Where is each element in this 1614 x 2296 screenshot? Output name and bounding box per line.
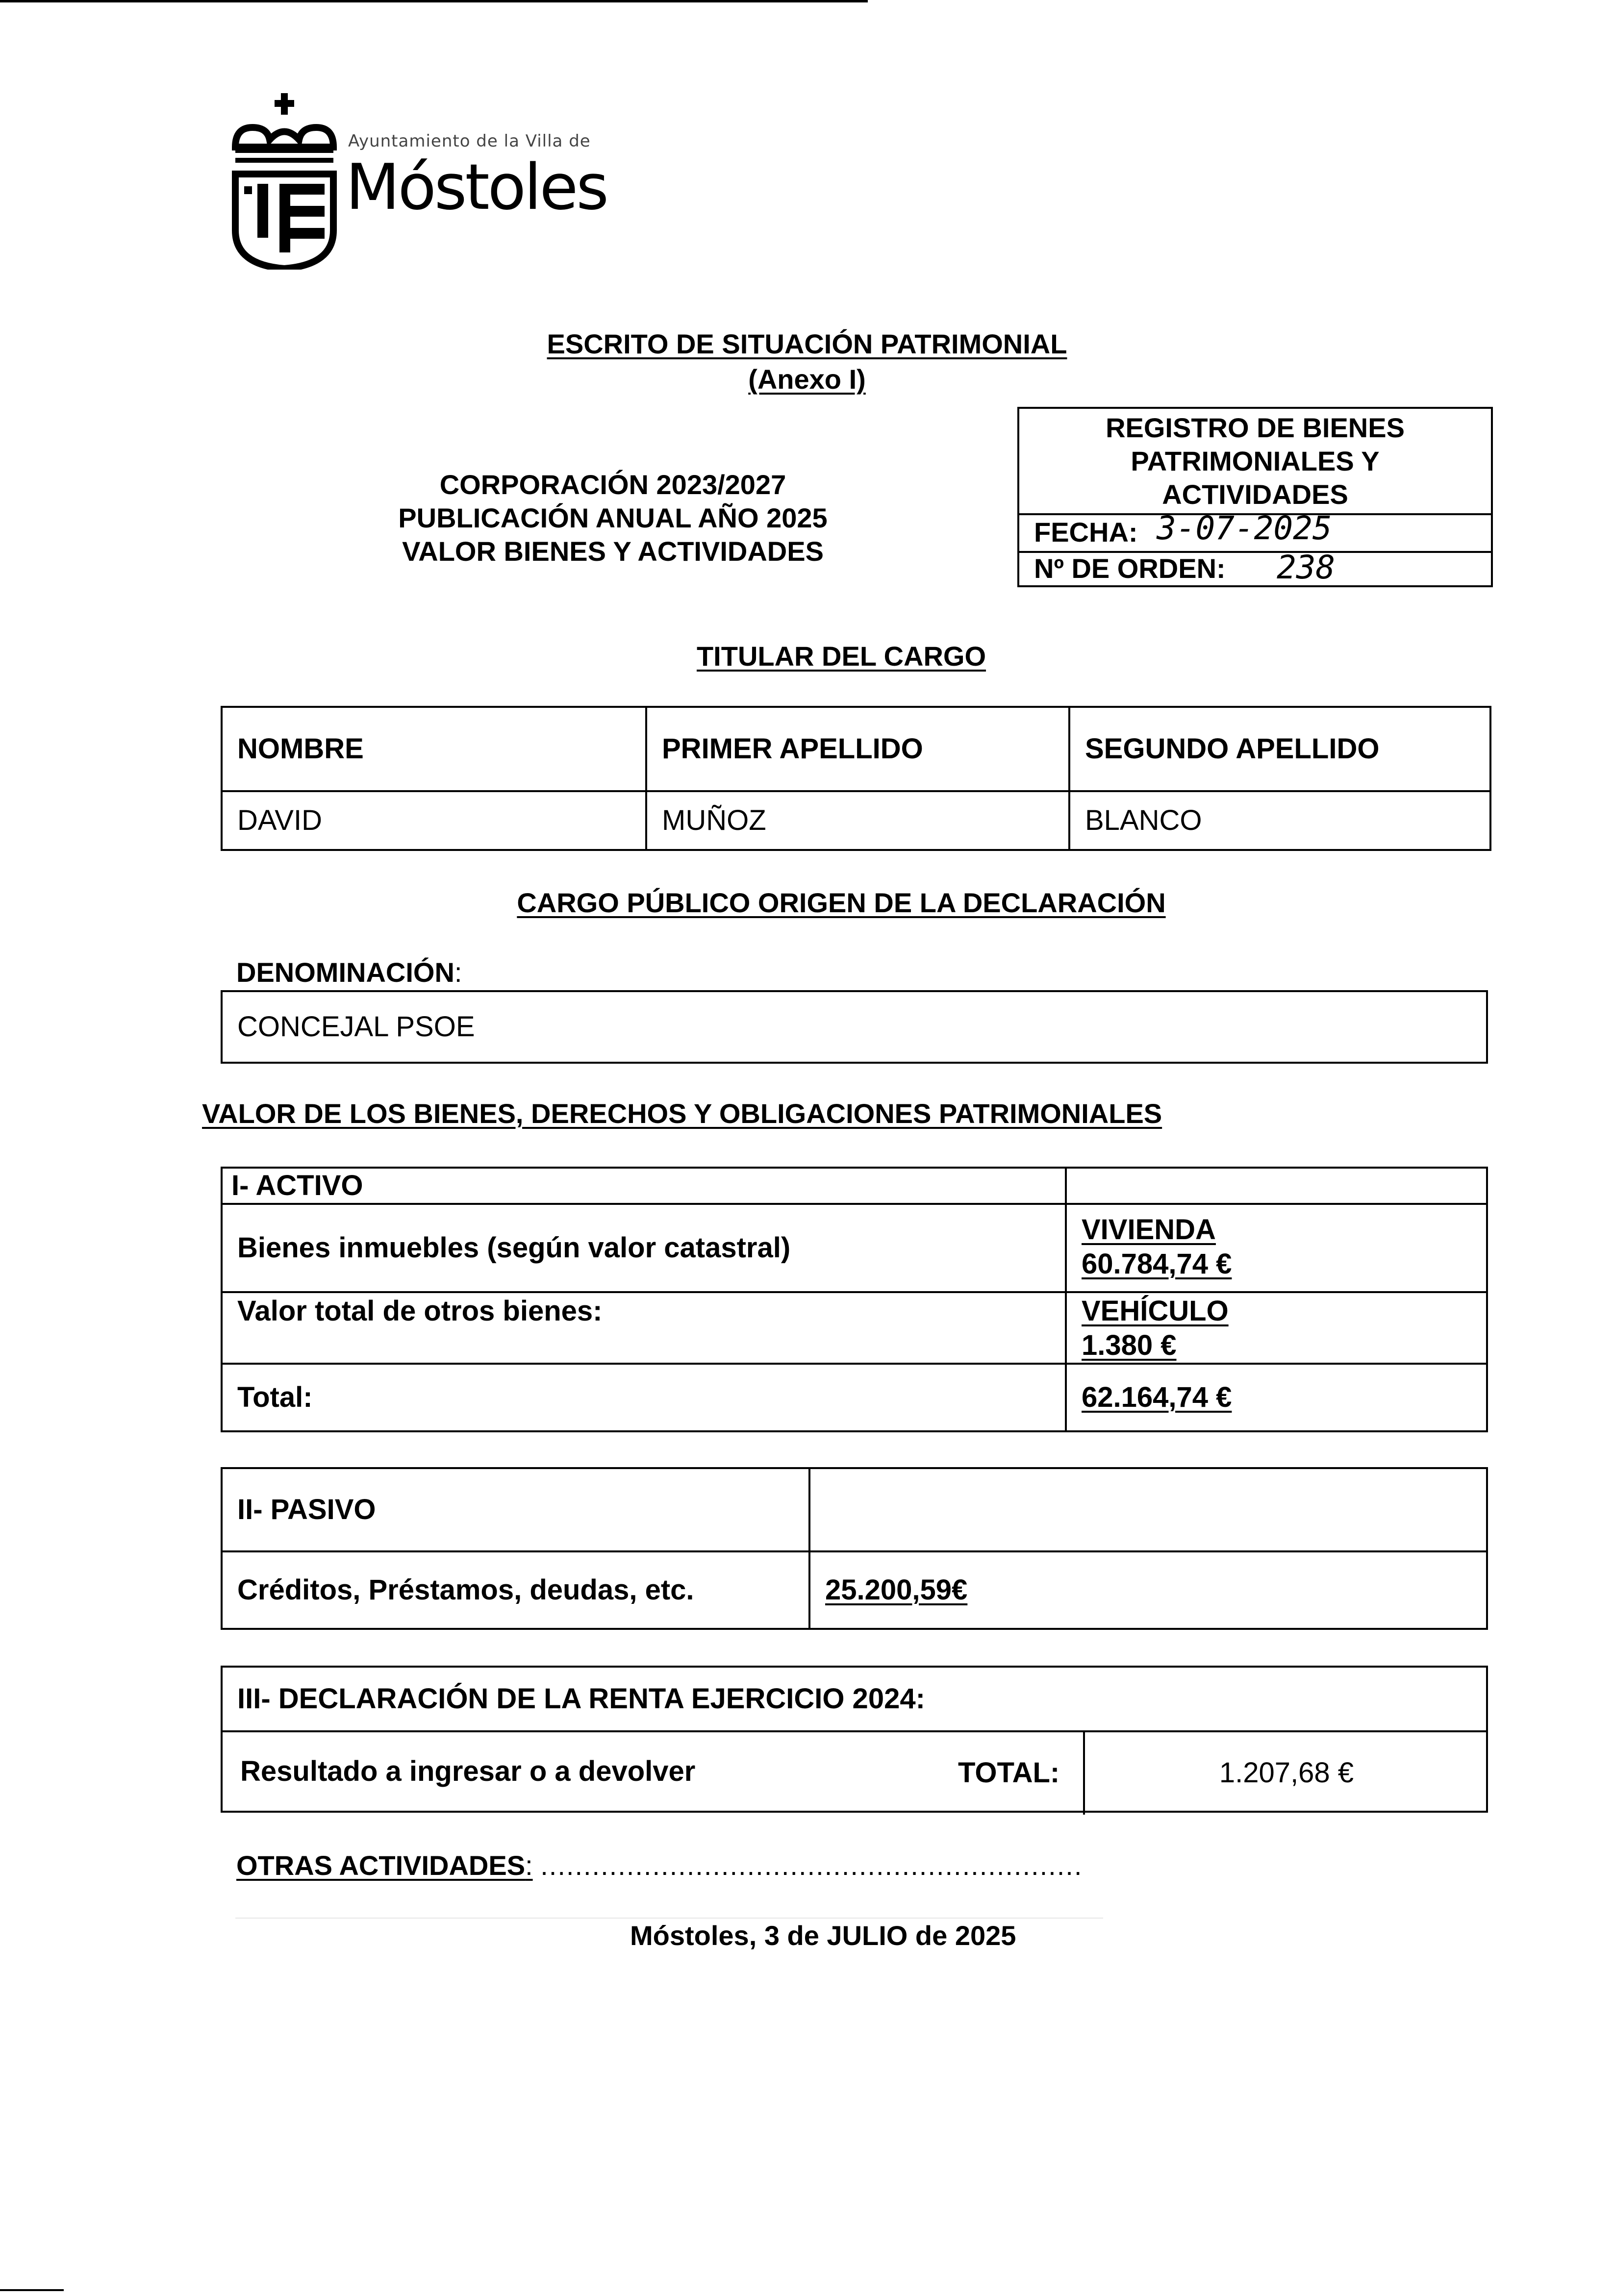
bienes-inmuebles-value (1082, 1213, 1232, 1281)
vivienda-label: VIVIENDA (1082, 1214, 1216, 1246)
otras-actividades (236, 1849, 1083, 1882)
renta-header: III- DECLARACIÓN DE LA RENTA EJERCICIO 2024: (237, 1683, 925, 1715)
document-subtitle (0, 363, 1614, 396)
corporacion-line-2: PUBLICACIÓN ANUAL AÑO 2025 (398, 502, 828, 533)
titular-heading (0, 640, 1614, 673)
title-line-2: (Anexo I) (748, 364, 866, 395)
denominacion-box (221, 990, 1488, 1064)
denominacion-value: CONCEJAL PSOE (237, 1011, 475, 1043)
otros-bienes-label: Valor total de otros bienes: (237, 1295, 603, 1327)
place-date: Móstoles, 3 de JULIO de 2025 (630, 1920, 1016, 1951)
otros-bienes-value (1082, 1294, 1229, 1363)
renta-total-label: TOTAL: (958, 1757, 1060, 1789)
pasivo-table (221, 1467, 1488, 1630)
pasivo-row-label: Créditos, Préstamos, deudas, etc. (237, 1574, 694, 1606)
otras-label (236, 1850, 533, 1881)
header-nombre: NOMBRE (237, 733, 364, 765)
bienes-inmuebles-label: Bienes inmuebles (según valor catastral) (237, 1232, 791, 1264)
title-line-1: ESCRITO DE SITUACIÓN PATRIMONIAL (547, 328, 1067, 359)
logo-subtitle: Ayuntamiento de la Villa de (348, 131, 591, 151)
otras-label-text: OTRAS ACTIVIDADES (236, 1850, 526, 1881)
denominacion-label (236, 956, 462, 989)
registro-box (1017, 407, 1493, 587)
pasivo-amount: 25.200,59€ (825, 1574, 968, 1606)
registro-title (1019, 411, 1491, 511)
corporacion-line-1: CORPORACIÓN 2023/2027 (439, 469, 786, 500)
coat-of-arms-icon (230, 93, 338, 270)
pasivo-row-value (810, 1552, 1487, 1628)
corporacion-line-3: VALOR BIENES Y ACTIVIDADES (402, 536, 824, 567)
scan-top-line (0, 0, 868, 2)
corporacion-block (343, 468, 883, 568)
value-primer-apellido: MUÑOZ (662, 804, 766, 836)
activo-total-value (1067, 1365, 1488, 1430)
renta-row-label: Resultado a ingresar o a devolver (240, 1755, 696, 1787)
vehiculo-label: VEHÍCULO (1082, 1295, 1229, 1327)
denominacion-label-text: DENOMINACIÓN (236, 957, 454, 988)
renta-total-value: 1.207,68 € (1219, 1757, 1354, 1789)
scan-bottom-mark (0, 2289, 64, 2291)
header-segundo-apellido: SEGUNDO APELLIDO (1085, 733, 1380, 765)
municipal-logo (230, 93, 607, 270)
otras-dots: ............................................................... (540, 1850, 1083, 1881)
activo-total-label: Total: (237, 1381, 313, 1413)
cargo-heading (0, 886, 1614, 920)
registro-title-line-2: PATRIMONIALES Y (1131, 446, 1380, 476)
value-segundo-apellido: BLANCO (1085, 804, 1202, 836)
faint-scan-line (235, 1918, 1103, 1919)
renta-table (221, 1666, 1488, 1813)
valor-heading (202, 1097, 1162, 1130)
activo-row-divider-2 (223, 1291, 1486, 1293)
logo-title: Móstoles (346, 151, 607, 224)
cargo-heading-text: CARGO PÚBLICO ORIGEN DE LA DECLARACIÓN (517, 887, 1166, 918)
fecha-handwritten-value: 3-07-2025 (1157, 509, 1332, 547)
activo-table (221, 1167, 1488, 1432)
fecha-label: FECHA: (1034, 517, 1138, 548)
document-title (0, 327, 1614, 361)
denominacion-colon: : (454, 957, 462, 988)
registro-title-line-3: ACTIVIDADES (1162, 479, 1348, 510)
orden-handwritten-value: 238 (1277, 549, 1336, 586)
registro-title-line-1: REGISTRO DE BIENES (1106, 412, 1405, 443)
value-nombre: DAVID (237, 804, 322, 836)
otras-colon: : (525, 1850, 533, 1881)
titular-heading-text: TITULAR DEL CARGO (696, 641, 986, 672)
orden-label: Nº DE ORDEN: (1034, 553, 1226, 584)
header-primer-apellido: PRIMER APELLIDO (662, 733, 923, 765)
titular-table (221, 706, 1491, 851)
vivienda-amount: 60.784,74 € (1082, 1248, 1232, 1280)
pasivo-header: II- PASIVO (237, 1494, 376, 1525)
vehiculo-amount: 1.380 € (1082, 1329, 1177, 1361)
activo-header: I- ACTIVO (231, 1170, 363, 1201)
activo-total-amount: 62.164,74 € (1082, 1381, 1232, 1413)
valor-heading-text: VALOR DE LOS BIENES, DERECHOS Y OBLIGACIONES PATRIMONIALES (202, 1098, 1162, 1129)
